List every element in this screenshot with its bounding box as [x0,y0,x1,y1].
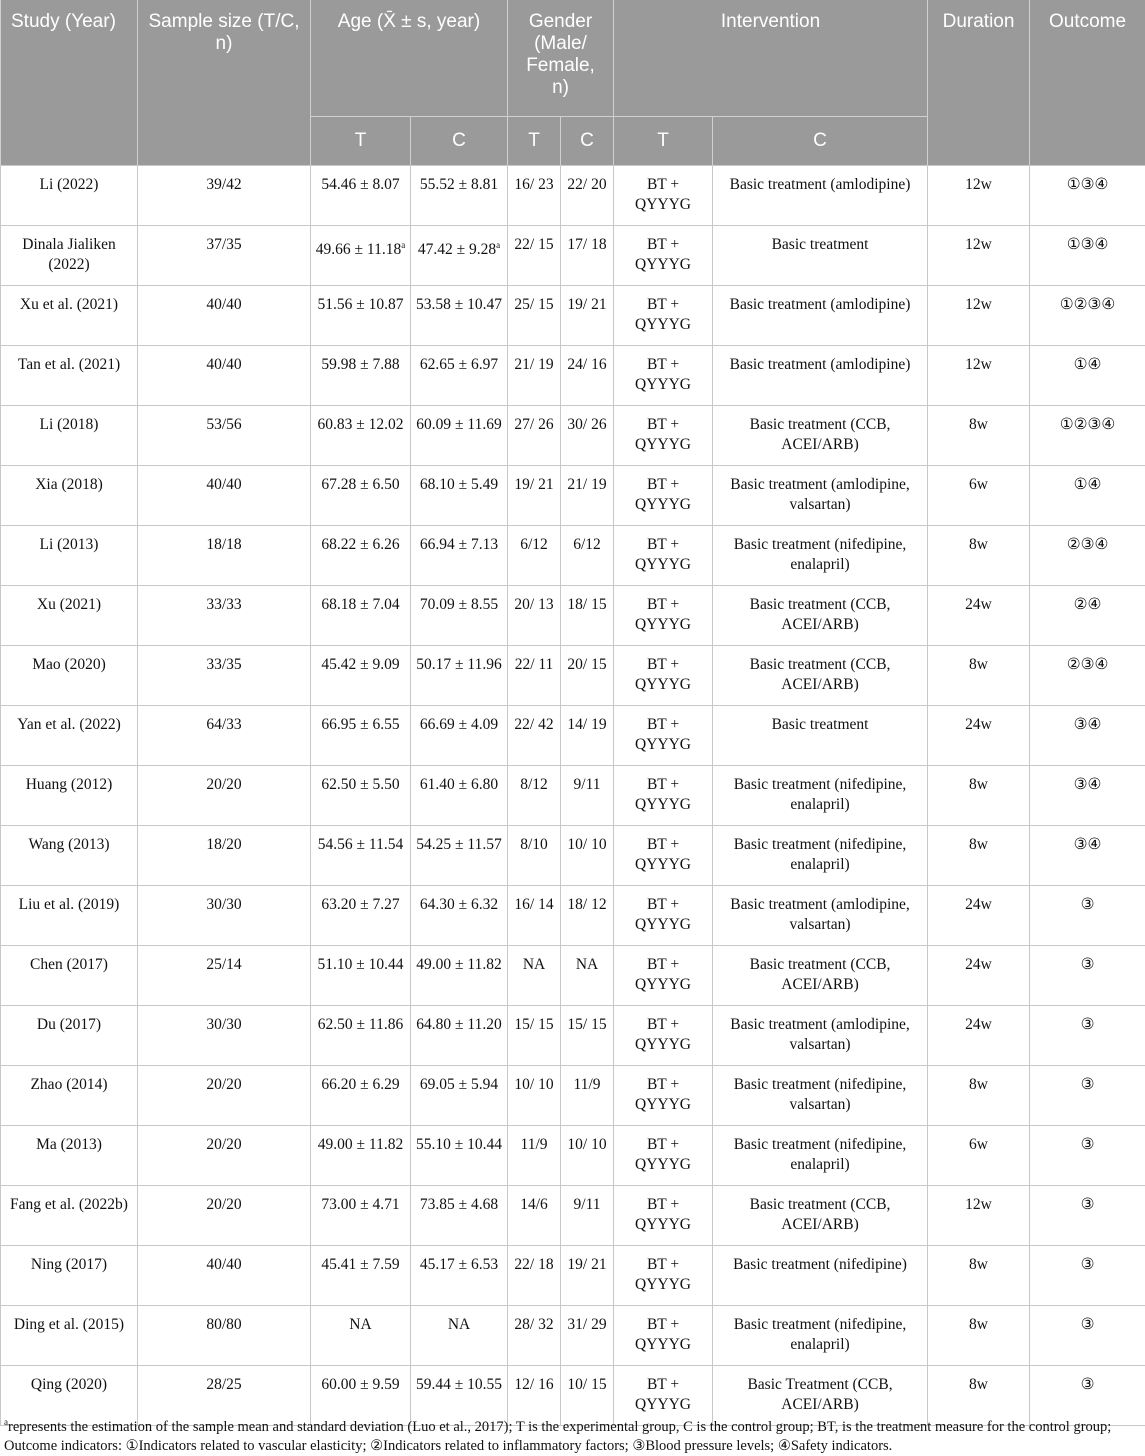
cell-int-c: Basic treatment (amlodipine) [713,166,928,226]
cell-int-t: BT + QYYYG [614,466,713,526]
cell-int-t: BT + QYYYG [614,1066,713,1126]
cell-age-c: 70.09 ± 8.55 [411,586,508,646]
cell-g-t: 10/ 10 [508,1066,561,1126]
cell-int-t: BT + QYYYG [614,166,713,226]
cell-g-t: NA [508,946,561,1006]
cell-g-t: 22/ 15 [508,226,561,286]
cell-study: Li (2022) [1,166,138,226]
cell-sample: 33/35 [138,646,311,706]
cell-int-t: BT + QYYYG [614,1306,713,1366]
cell-sample: 53/56 [138,406,311,466]
subheader-age-c: C [411,117,508,166]
cell-g-t: 22/ 11 [508,646,561,706]
cell-g-c: 18/ 15 [561,586,614,646]
cell-int-c: Basic treatment [713,226,928,286]
table-row [1,1246,1145,1306]
cell-int-c: Basic Treatment (CCB, ACEI/ARB) [713,1366,928,1426]
cell-outcome: ①④ [1030,466,1145,526]
cell-age-c: 47.42 ± 9.28$^a$ [411,226,508,286]
cell-outcome: ③ [1030,1246,1145,1306]
cell-int-t: BT + QYYYG [614,526,713,586]
cell-outcome: ③④ [1030,826,1145,886]
cell-g-t: 8/10 [508,826,561,886]
cell-study: Ning (2017) [1,1246,138,1306]
table-row [1,766,1145,826]
cell-g-t: 16/ 14 [508,886,561,946]
cell-g-t: 15/ 15 [508,1006,561,1066]
cell-duration: 6w [928,466,1030,526]
cell-age-t: 51.56 ± 10.87 [311,286,411,346]
header-intervention: Intervention [614,0,928,117]
cell-age-t: 73.00 ± 4.71 [311,1186,411,1246]
cell-age-t: 60.00 ± 9.59 [311,1366,411,1426]
cell-int-t: BT + QYYYG [614,826,713,886]
cell-age-t: 54.46 ± 8.07 [311,166,411,226]
cell-outcome: ②③④ [1030,646,1145,706]
cell-int-t: BT + QYYYG [614,646,713,706]
cell-int-c: Basic treatment (nifedipine, enalapril) [713,766,928,826]
cell-sample: 30/30 [138,1006,311,1066]
cell-duration: 24w [928,886,1030,946]
cell-g-c: 24/ 16 [561,346,614,406]
cell-duration: 12w [928,226,1030,286]
cell-int-t: BT + QYYYG [614,1186,713,1246]
cell-g-t: 22/ 42 [508,706,561,766]
cell-age-t: 60.83 ± 12.02 [311,406,411,466]
cell-age-c: 69.05 ± 5.94 [411,1066,508,1126]
cell-int-t: BT + QYYYG [614,346,713,406]
subheader-intervention-c: C [713,117,928,166]
cell-study: Du (2017) [1,1006,138,1066]
cell-study: Qing (2020) [1,1366,138,1426]
cell-int-t: BT + QYYYG [614,286,713,346]
cell-outcome: ③ [1030,1066,1145,1126]
cell-age-t: 68.22 ± 6.26 [311,526,411,586]
cell-sample: 37/35 [138,226,311,286]
cell-g-t: 22/ 18 [508,1246,561,1306]
cell-g-c: 31/ 29 [561,1306,614,1366]
cell-g-c: 11/9 [561,1066,614,1126]
cell-g-c: 21/ 19 [561,466,614,526]
table-row [1,346,1145,406]
subheader-intervention-t: T [614,117,713,166]
cell-outcome: ③④ [1030,706,1145,766]
cell-age-c: 62.65 ± 6.97 [411,346,508,406]
cell-age-t: 49.66 ± 11.18$^a$ [311,226,411,286]
cell-sample: 80/80 [138,1306,311,1366]
table-row [1,1006,1145,1066]
cell-int-t: BT + QYYYG [614,706,713,766]
cell-g-t: 28/ 32 [508,1306,561,1366]
table-row [1,706,1145,766]
table-row [1,1066,1145,1126]
cell-age-c: 61.40 ± 6.80 [411,766,508,826]
cell-study: Ding et al. (2015) [1,1306,138,1366]
cell-age-c: 50.17 ± 11.96 [411,646,508,706]
cell-study: Chen (2017) [1,946,138,1006]
cell-int-t: BT + QYYYG [614,886,713,946]
table-body [1,166,1145,1426]
cell-g-t: 21/ 19 [508,346,561,406]
header-duration: Duration [928,0,1030,166]
cell-int-c: Basic treatment (amlodipine) [713,346,928,406]
header-outcome: Outcome [1030,0,1145,166]
cell-g-t: 27/ 26 [508,406,561,466]
header-study: Study (Year) [1,0,138,166]
cell-g-c: 20/ 15 [561,646,614,706]
cell-duration: 12w [928,166,1030,226]
cell-int-c: Basic treatment (nifedipine, enalapril) [713,1306,928,1366]
table-row [1,1306,1145,1366]
subheader-gender-t: T [508,117,561,166]
footnote-line-2: Outcome indicators: ①Indicators related to vascular elasticity; ②Indicators related to inflammatory factors; ③Blood pressure levels; ④Safety indicators. [4,1437,1145,1456]
cell-sample: 18/20 [138,826,311,886]
cell-outcome: ①②③④ [1030,406,1145,466]
cell-outcome: ③ [1030,1306,1145,1366]
cell-int-c: Basic treatment [713,706,928,766]
cell-age-c: 66.94 ± 7.13 [411,526,508,586]
cell-study: Wang (2013) [1,826,138,886]
cell-int-c: Basic treatment (amlodipine) [713,286,928,346]
cell-age-t: NA [311,1306,411,1366]
cell-int-t: BT + QYYYG [614,1006,713,1066]
cell-age-t: 66.95 ± 6.55 [311,706,411,766]
cell-study: Ma (2013) [1,1126,138,1186]
cell-int-c: Basic treatment (CCB, ACEI/ARB) [713,406,928,466]
cell-study: Xu (2021) [1,586,138,646]
header-sample-size: Sample size (T/C, n) [138,0,311,166]
cell-g-c: 30/ 26 [561,406,614,466]
cell-g-c: 17/ 18 [561,226,614,286]
table-row [1,586,1145,646]
cell-sample: 20/20 [138,1066,311,1126]
cell-sample: 30/30 [138,886,311,946]
cell-outcome: ②③④ [1030,526,1145,586]
cell-age-t: 45.42 ± 9.09 [311,646,411,706]
cell-duration: 12w [928,346,1030,406]
cell-age-c: 53.58 ± 10.47 [411,286,508,346]
cell-duration: 8w [928,1366,1030,1426]
cell-duration: 8w [928,1306,1030,1366]
cell-duration: 8w [928,526,1030,586]
cell-study: Dinala Jialiken (2022) [1,226,138,286]
table-row [1,826,1145,886]
cell-age-c: 45.17 ± 6.53 [411,1246,508,1306]
cell-study: Liu et al. (2019) [1,886,138,946]
cell-g-c: NA [561,946,614,1006]
table-row [1,646,1145,706]
cell-g-c: 10/ 10 [561,1126,614,1186]
cell-duration: 8w [928,1066,1030,1126]
table-row [1,166,1145,226]
cell-sample: 20/20 [138,766,311,826]
cell-age-c: 73.85 ± 4.68 [411,1186,508,1246]
cell-sample: 20/20 [138,1126,311,1186]
cell-age-c: 55.10 ± 10.44 [411,1126,508,1186]
cell-sample: 33/33 [138,586,311,646]
cell-int-t: BT + QYYYG [614,406,713,466]
cell-g-c: 22/ 20 [561,166,614,226]
cell-study: Li (2013) [1,526,138,586]
subheader-gender-c: C [561,117,614,166]
table-row [1,466,1145,526]
cell-study: Yan et al. (2022) [1,706,138,766]
cell-age-c: NA [411,1306,508,1366]
cell-int-c: Basic treatment (nifedipine, enalapril) [713,826,928,886]
cell-duration: 24w [928,706,1030,766]
cell-outcome: ③ [1030,886,1145,946]
cell-study: Xu et al. (2021) [1,286,138,346]
cell-study: Huang (2012) [1,766,138,826]
cell-sample: 40/40 [138,1246,311,1306]
cell-age-c: 59.44 ± 10.55 [411,1366,508,1426]
cell-study: Tan et al. (2021) [1,346,138,406]
cell-sample: 39/42 [138,166,311,226]
cell-outcome: ①②③④ [1030,286,1145,346]
table-row [1,406,1145,466]
cell-int-t: BT + QYYYG [614,1126,713,1186]
cell-duration: 24w [928,946,1030,1006]
table-row [1,286,1145,346]
cell-outcome: ③ [1030,1126,1145,1186]
cell-int-c: Basic treatment (amlodipine, valsartan) [713,466,928,526]
cell-g-c: 10/ 15 [561,1366,614,1426]
cell-outcome: ③ [1030,946,1145,1006]
cell-int-c: Basic treatment (amlodipine, valsartan) [713,1006,928,1066]
cell-sample: 18/18 [138,526,311,586]
cell-g-t: 20/ 13 [508,586,561,646]
cell-duration: 24w [928,586,1030,646]
cell-study: Xia (2018) [1,466,138,526]
cell-duration: 24w [928,1006,1030,1066]
cell-outcome: ③ [1030,1006,1145,1066]
cell-duration: 12w [928,286,1030,346]
cell-int-c: Basic treatment (nifedipine) [713,1246,928,1306]
cell-g-c: 19/ 21 [561,1246,614,1306]
cell-study: Li (2018) [1,406,138,466]
cell-g-t: 19/ 21 [508,466,561,526]
cell-sample: 64/33 [138,706,311,766]
cell-int-c: Basic treatment (nifedipine, enalapril) [713,1126,928,1186]
table-row [1,526,1145,586]
cell-age-c: 55.52 ± 8.81 [411,166,508,226]
cell-age-c: 64.30 ± 6.32 [411,886,508,946]
cell-age-t: 59.98 ± 7.88 [311,346,411,406]
cell-duration: 8w [928,646,1030,706]
cell-int-t: BT + QYYYG [614,1366,713,1426]
cell-g-t: 6/12 [508,526,561,586]
cell-study: Fang et al. (2022b) [1,1186,138,1246]
footnote-line-1: $^a$represents the estimation of the sample mean and standard deviation (Luo et al., 2017); T is the experimental group, C is the control group; BT, is the treatment measure for the control group; [4,1413,1145,1437]
cell-duration: 6w [928,1126,1030,1186]
cell-g-c: 9/11 [561,766,614,826]
cell-outcome: ③ [1030,1366,1145,1426]
cell-g-t: 8/12 [508,766,561,826]
cell-age-t: 49.00 ± 11.82 [311,1126,411,1186]
cell-g-c: 14/ 19 [561,706,614,766]
cell-age-c: 60.09 ± 11.69 [411,406,508,466]
cell-g-t: 11/9 [508,1126,561,1186]
cell-outcome: ①③④ [1030,166,1145,226]
cell-g-c: 19/ 21 [561,286,614,346]
cell-int-t: BT + QYYYG [614,1246,713,1306]
cell-age-c: 49.00 ± 11.82 [411,946,508,1006]
cell-age-t: 63.20 ± 7.27 [311,886,411,946]
table-row [1,886,1145,946]
cell-age-t: 51.10 ± 10.44 [311,946,411,1006]
table-row [1,1126,1145,1186]
cell-age-t: 66.20 ± 6.29 [311,1066,411,1126]
cell-age-c: 66.69 ± 4.09 [411,706,508,766]
cell-int-c: Basic treatment (CCB, ACEI/ARB) [713,1186,928,1246]
cell-g-t: 16/ 23 [508,166,561,226]
cell-g-c: 15/ 15 [561,1006,614,1066]
header-gender: Gender (Male/ Female, n) [508,0,614,117]
cell-sample: 40/40 [138,466,311,526]
cell-int-c: Basic treatment (CCB, ACEI/ARB) [713,646,928,706]
cell-age-c: 64.80 ± 11.20 [411,1006,508,1066]
cell-sample: 40/40 [138,286,311,346]
cell-outcome: ③ [1030,1186,1145,1246]
table-footnote [0,1413,1145,1456]
cell-age-c: 68.10 ± 5.49 [411,466,508,526]
subheader-age-t: T [311,117,411,166]
cell-duration: 8w [928,1246,1030,1306]
cell-outcome: ②④ [1030,586,1145,646]
cell-int-c: Basic treatment (CCB, ACEI/ARB) [713,586,928,646]
cell-g-c: 18/ 12 [561,886,614,946]
cell-age-t: 62.50 ± 5.50 [311,766,411,826]
cell-study: Zhao (2014) [1,1066,138,1126]
cell-age-t: 67.28 ± 6.50 [311,466,411,526]
cell-sample: 40/40 [138,346,311,406]
cell-age-t: 68.18 ± 7.04 [311,586,411,646]
cell-duration: 8w [928,826,1030,886]
cell-study: Mao (2020) [1,646,138,706]
cell-g-t: 25/ 15 [508,286,561,346]
cell-sample: 28/25 [138,1366,311,1426]
cell-int-t: BT + QYYYG [614,586,713,646]
table-row [1,1186,1145,1246]
cell-int-c: Basic treatment (CCB, ACEI/ARB) [713,946,928,1006]
cell-duration: 8w [928,406,1030,466]
cell-outcome: ①④ [1030,346,1145,406]
table-row [1,226,1145,286]
cell-outcome: ①③④ [1030,226,1145,286]
cell-sample: 20/20 [138,1186,311,1246]
cell-int-c: Basic treatment (amlodipine, valsartan) [713,886,928,946]
cell-age-t: 45.41 ± 7.59 [311,1246,411,1306]
cell-int-t: BT + QYYYG [614,946,713,1006]
cell-g-c: 10/ 10 [561,826,614,886]
header-age: Age (X̄ ± s, year) [311,0,508,117]
cell-g-t: 14/6 [508,1186,561,1246]
cell-sample: 25/14 [138,946,311,1006]
cell-g-t: 12/ 16 [508,1366,561,1426]
cell-duration: 8w [928,766,1030,826]
cell-int-t: BT + QYYYG [614,226,713,286]
cell-g-c: 6/12 [561,526,614,586]
cell-g-c: 9/11 [561,1186,614,1246]
cell-int-c: Basic treatment (nifedipine, valsartan) [713,1066,928,1126]
cell-duration: 12w [928,1186,1030,1246]
cell-int-t: BT + QYYYG [614,766,713,826]
table-row [1,946,1145,1006]
cell-int-c: Basic treatment (nifedipine, enalapril) [713,526,928,586]
cell-age-t: 54.56 ± 11.54 [311,826,411,886]
cell-outcome: ③④ [1030,766,1145,826]
cell-age-c: 54.25 ± 11.57 [411,826,508,886]
cell-age-t: 62.50 ± 11.86 [311,1006,411,1066]
